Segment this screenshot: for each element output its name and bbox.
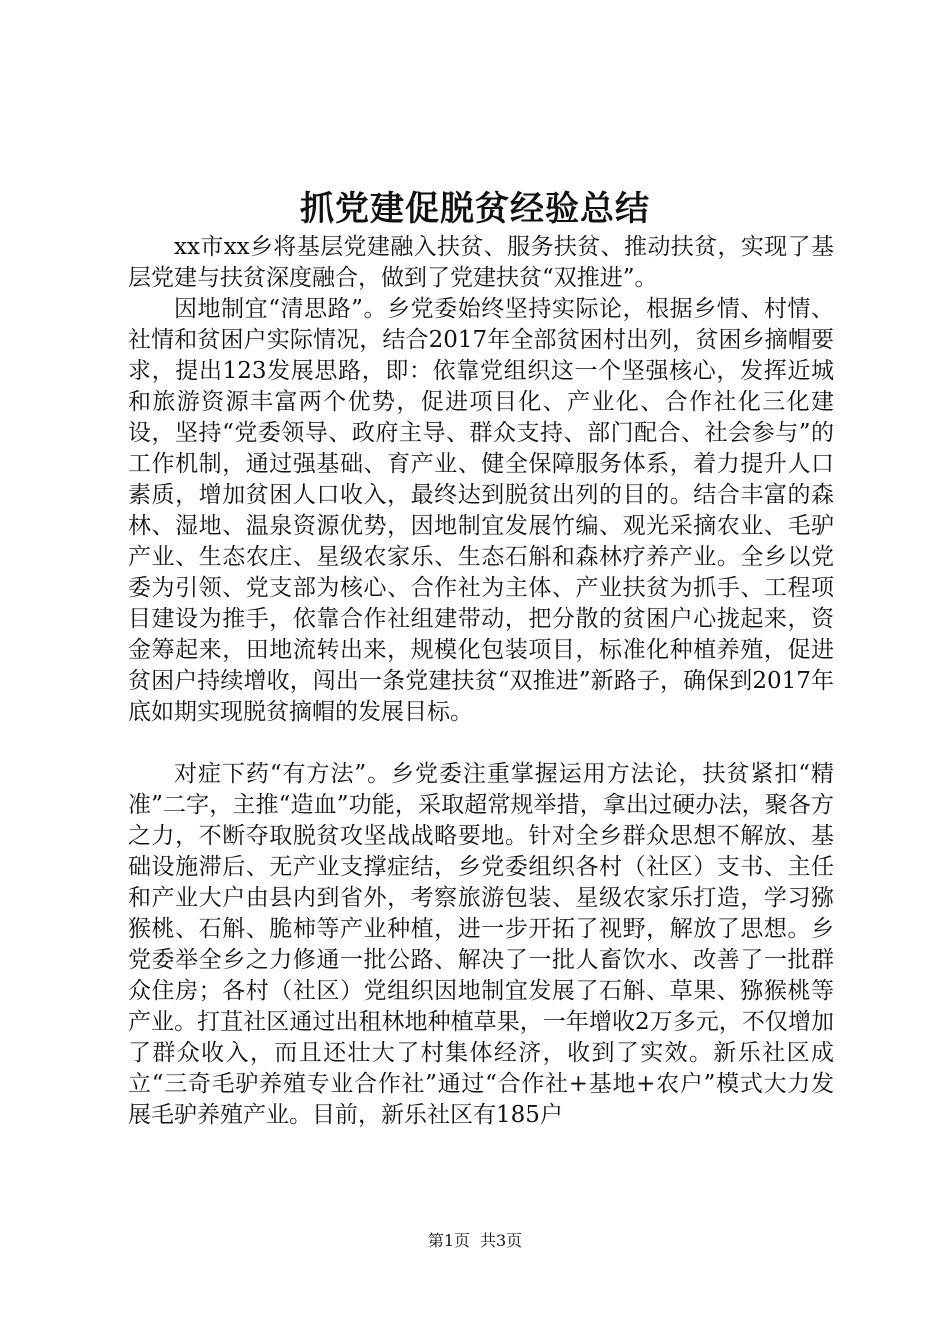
paragraph-intro: xx市xx乡将基层党建融入扶贫、服务扶贫、推动扶贫，实现了基层党建与扶贫深度融合，做到了党建扶贫“双推进”。 xyxy=(128,234,834,291)
page-total: 共3页 xyxy=(480,1231,523,1250)
paragraph-clear-thinking: 因地制宜“清思路”。乡党委始终坚持实际论，根据乡情、村情、社情和贫困户实际情况，结合2017年全部贫困村出列，贫困乡摘帽要求，提出123发展思路，即：依靠党组织这一个坚强核心，发挥近城和旅游资源丰富两个优势，促进项目化、产业化、合作社化三化建设，坚持“党委领导、政府主导、群众支持、部门配合、社会参与”的工作机制，通过强基础、育产业、健全保障服务体系，着力提升人口素质，增加贫困人口收入，最终达到脱贫出列的目的。结合丰富的森林、湿地、温泉资源优势，因地制宜发展竹编、观光采摘农业、毛驴产业、生态农庄、星级农家乐、生态石斛和森林疗养产业。全乡以党委为引领、党支部为核心、合作社为主体、产业扶贫为抓手、工程项目建设为推手，依靠合作社组建带动，把分散的贫困户心拢起来，资金筹起来，田地流转出来，规模化包装项目，标准化种植养殖，促进贫困户持续增收，闯出一条党建扶贫“双推进”新路子，确保到2017年底如期实现脱贫摘帽的发展目标。 xyxy=(128,296,834,725)
page-footer xyxy=(0,1230,950,1252)
document-body xyxy=(128,232,834,1131)
document-title: 抓党建促脱贫经验总结 xyxy=(300,189,650,229)
page-number: 第1页 xyxy=(427,1231,470,1250)
paragraph-methods: 对症下药“有方法”。乡党委注重掌握运用方法论，扶贫紧扣“精准”二字，主推“造血”功能，采取超常规举措，拿出过硬办法，聚各方之力，不断夺取脱贫攻坚战战略要地。针对全乡群众思想不解放、基础设施滞后、无产业支撑症结，乡党委组织各村（社区）支书、主任和产业大户由县内到省外，考察旅游包装、星级农家乐打造，学习猕猴桃、石斛、脆柿等产业种植，进一步开拓了视野，解放了思想。乡党委举全乡之力修通一批公路、解决了一批人畜饮水、改善了一批群众住房；各村（社区）党组织因地制宜发展了石斛、草果、猕猴桃等产业。打苴社区通过出租林地种植草果，一年增收2万多元，不仅增加了群众收入，而且还壮大了村集体经济，收到了实效。新乐社区成立“三奇毛驴养殖专业合作社”通过“合作社+基地+农户”模式大力发展毛驴养殖产业。目前，新乐社区有185户 xyxy=(128,761,834,1128)
